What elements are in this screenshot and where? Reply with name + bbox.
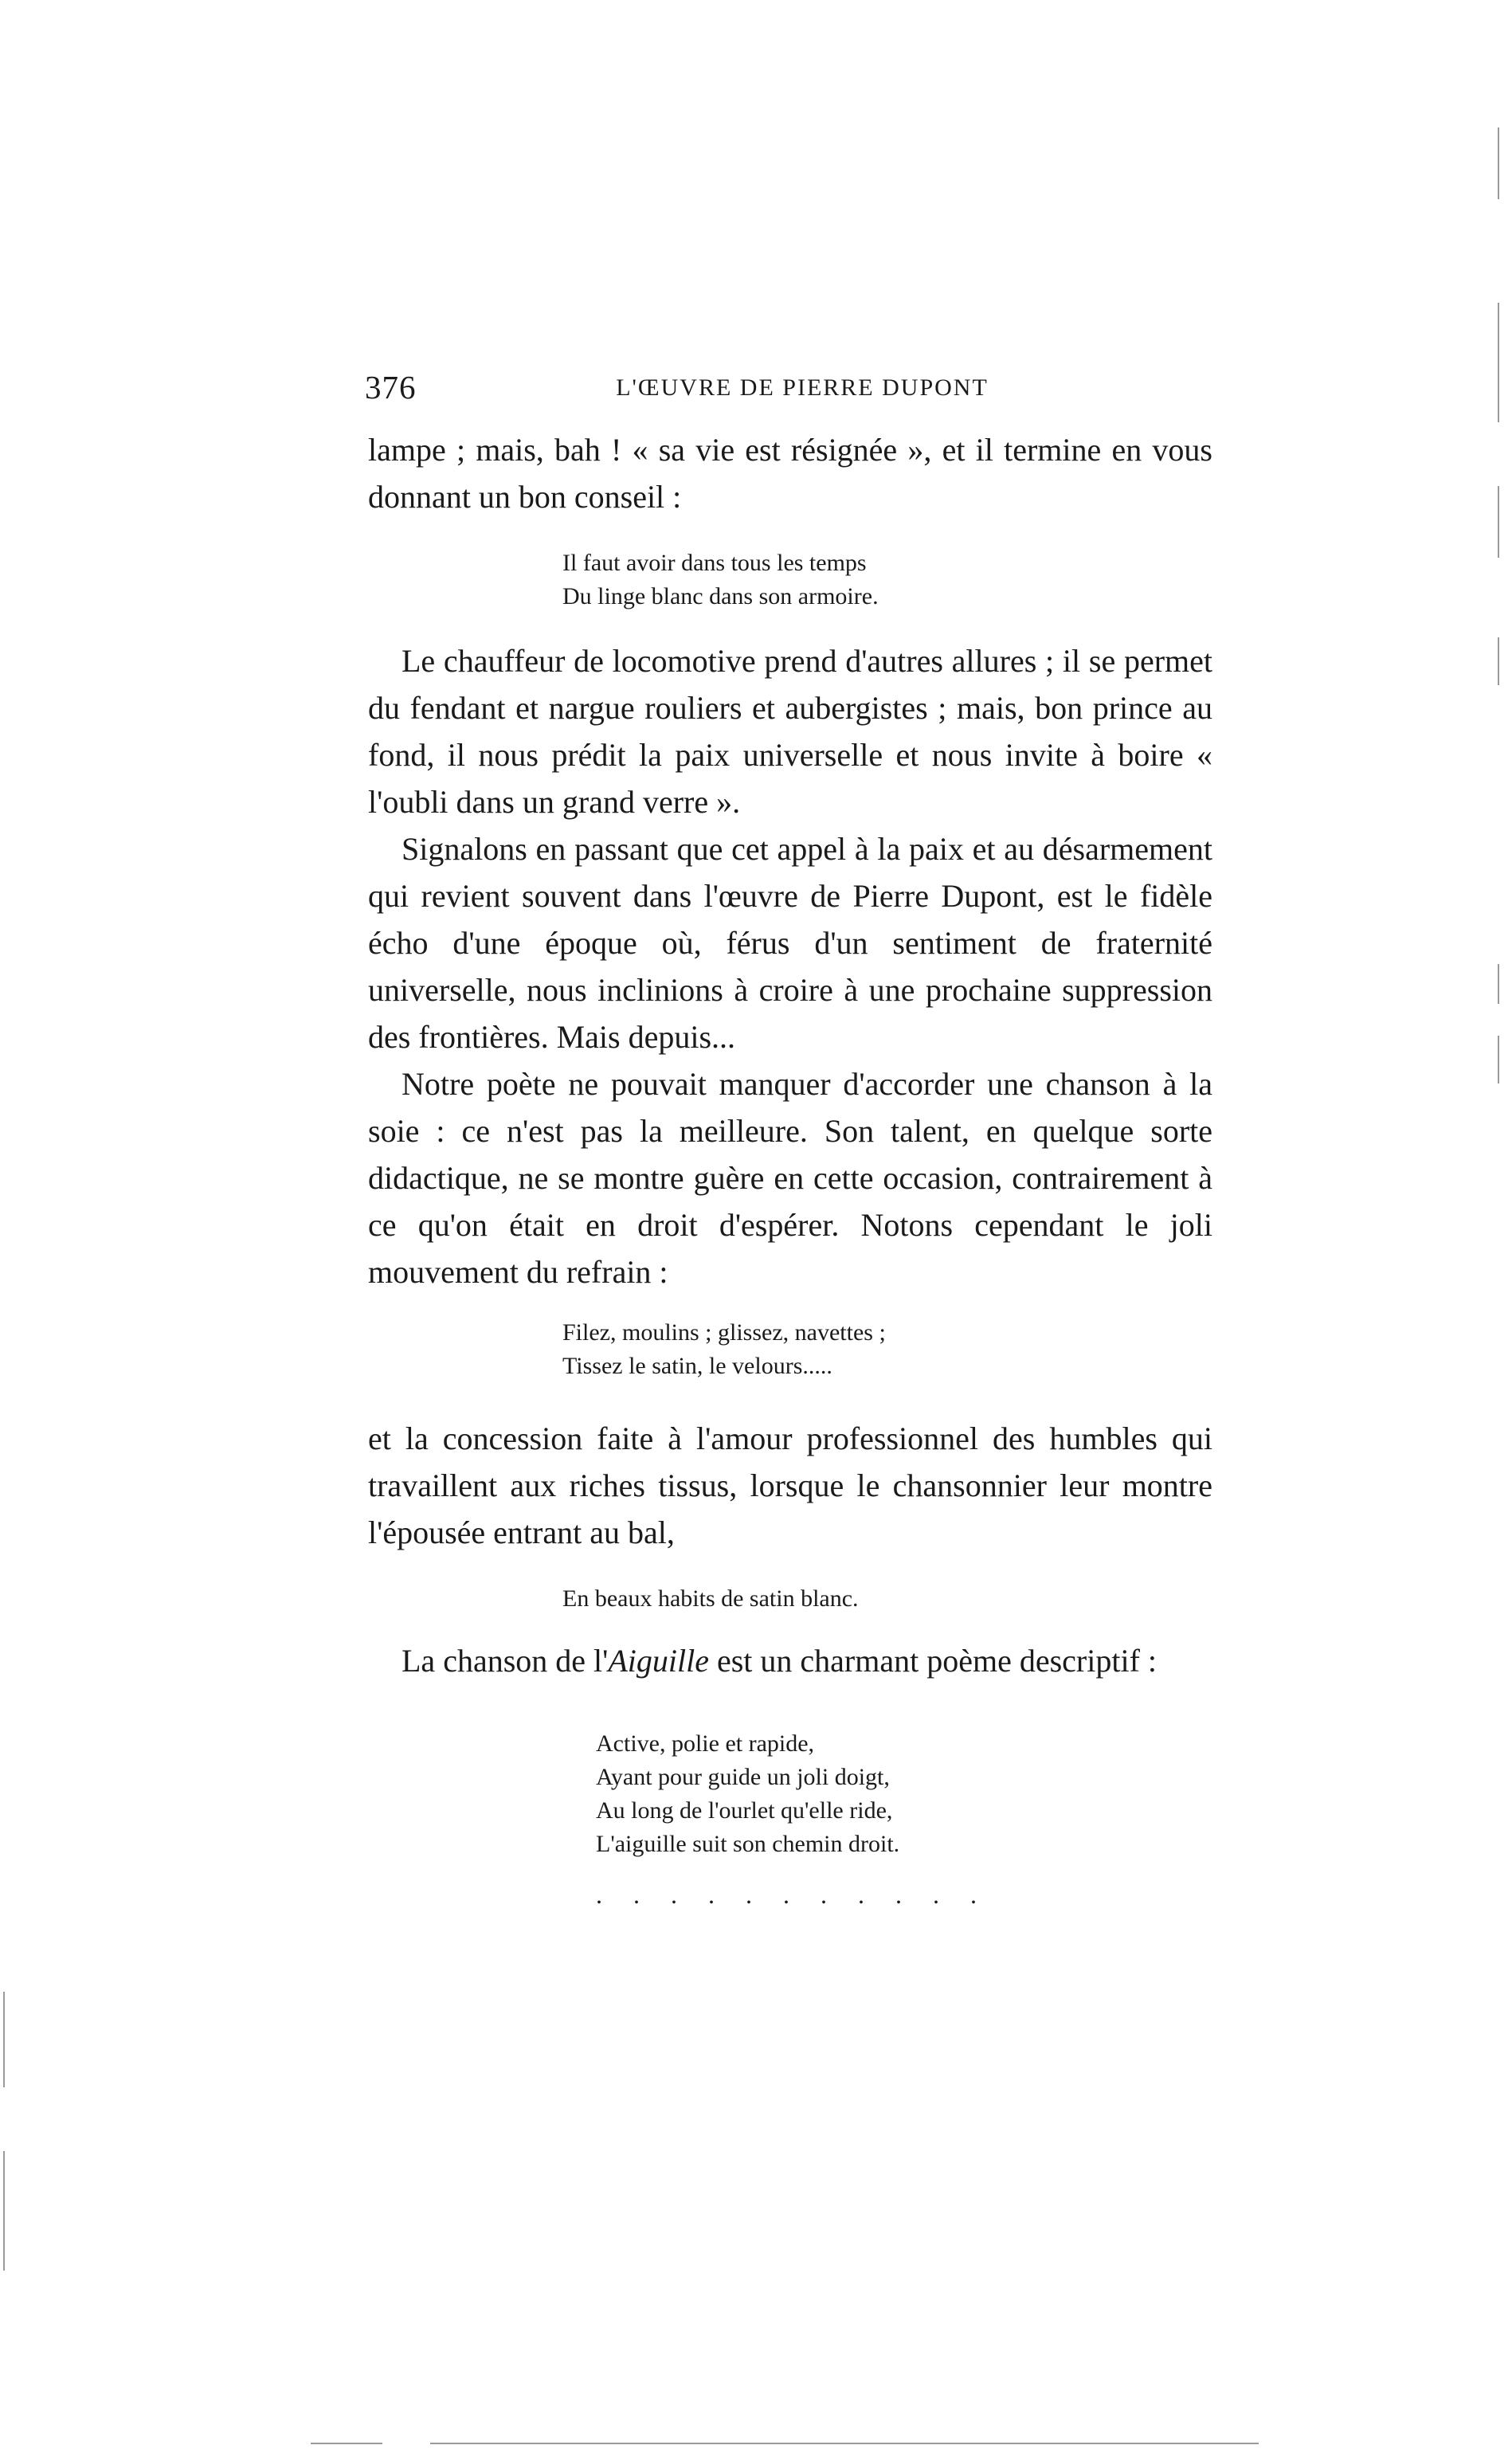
dot: . <box>858 1880 864 1909</box>
verse-line: L'aiguille suit son chemin droit. <box>596 1831 900 1857</box>
dot: . <box>970 1880 977 1909</box>
dot: . <box>895 1880 902 1909</box>
main-paragraphs <box>368 637 1212 1295</box>
verse-line: Tissez le satin, le velours..... <box>562 1353 832 1379</box>
verse-line: Du linge blanc dans son armoire. <box>562 583 879 609</box>
dot: . <box>933 1880 939 1909</box>
scan-artifact <box>1498 486 1499 558</box>
dot: . <box>671 1880 677 1909</box>
scan-artifact <box>3 2151 5 2271</box>
scan-artifact <box>311 2443 382 2444</box>
page-number: 376 <box>365 369 417 406</box>
verse-line: Filez, moulins ; glissez, navettes ; <box>562 1319 886 1346</box>
text-run: est un charmant poème descriptif : <box>708 1643 1158 1679</box>
running-title: L'ŒUVRE DE PIERRE DUPONT <box>616 374 989 401</box>
paragraph: Le chauffeur de locomotive prend d'autres allures ; il se permet du fendant et nargue rouliers et aubergistes ; mais, bon prince au fond, il nous prédit la paix universelle et nous invite à boire « l'oubli dans un grand verre ». <box>368 643 1212 820</box>
verse-quote-4 <box>596 1727 899 1861</box>
verse-line: Ayant pour guide un joli doigt, <box>596 1764 890 1790</box>
scan-artifact <box>3 1992 5 2087</box>
verse-quote-2 <box>562 1316 886 1383</box>
dot: . <box>783 1880 789 1909</box>
dot: . <box>746 1880 752 1909</box>
paragraph-aiguille <box>368 1637 1212 1684</box>
paragraph <box>368 1637 1212 1684</box>
dot: . <box>708 1880 715 1909</box>
paragraph: Notre poète ne pouvait manquer d'accorder une chanson à la soie : ce n'est pas la meilleure. Son talent, en quelque sorte didactique, ne se montre guère en cette occasion, contrairement à ce qu'on était en droit d'espérer. Notons cependant le joli mouvement du refrain : <box>368 1066 1212 1290</box>
song-title: Aiguille <box>608 1643 709 1679</box>
scan-artifact <box>1498 637 1499 685</box>
dot: . <box>596 1880 602 1909</box>
verse-line: En beaux habits de satin blanc. <box>562 1585 859 1612</box>
paragraph: lampe ; mais, bah ! « sa vie est résignée », et il termine en vous donnant un bon conseil : <box>368 432 1212 515</box>
ellipsis-dots <box>596 1880 977 1910</box>
scan-artifact <box>430 2443 1259 2444</box>
paragraph-continuation <box>368 426 1212 520</box>
verse-quote-1 <box>562 547 879 613</box>
page-header <box>365 368 1240 416</box>
verse-quote-3 <box>562 1582 859 1616</box>
verse-line: Il faut avoir dans tous les temps <box>562 550 867 576</box>
verse-line: Active, polie et rapide, <box>596 1730 815 1757</box>
verse-line: Au long de l'ourlet qu'elle ride, <box>596 1797 893 1824</box>
scan-artifact <box>1498 303 1499 422</box>
paragraph: Signalons en passant que cet appel à la paix et au désarmement qui revient souvent dans l'œuvre de Pierre Dupont, est le fidèle écho d'une époque où, férus d'un sentiment de fraternité universelle, nous inclinions à croire à une prochaine suppression des frontières. Mais depuis... <box>368 831 1212 1055</box>
scan-artifact <box>1498 1036 1499 1083</box>
scan-artifact <box>1498 127 1499 199</box>
paragraph: et la concession faite à l'amour professionnel des humbles qui travaillent aux riches tissus, lorsque le chansonnier leur montre l'épousée entrant au bal, <box>368 1420 1212 1550</box>
paragraph-concession <box>368 1415 1212 1556</box>
dot: . <box>821 1880 827 1909</box>
text-run: La chanson de l' <box>402 1643 609 1679</box>
dot: . <box>633 1880 640 1909</box>
scan-artifact <box>1498 964 1499 1004</box>
